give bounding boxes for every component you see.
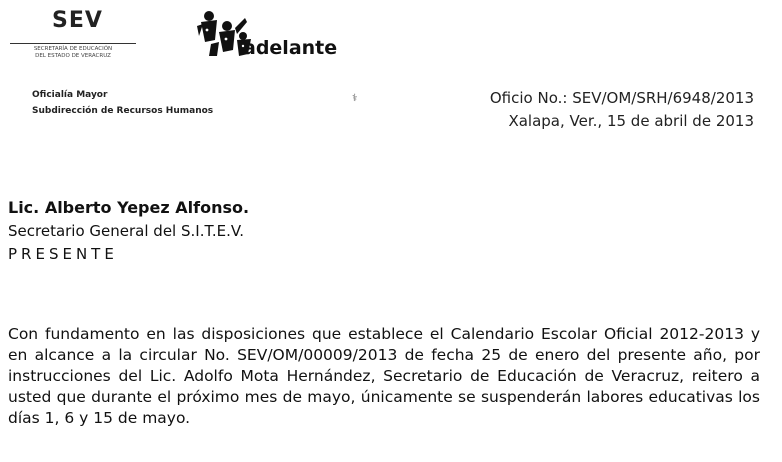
agency-line-2: DEL ESTADO DE VERACRUZ <box>35 53 111 59</box>
recipient-name: Lic. Alberto Yepez Alfonso. <box>8 198 250 217</box>
recipient-title: Secretario General del S.I.T.E.V. <box>8 222 244 240</box>
agency-abbreviation: SEV <box>52 8 103 33</box>
scan-mark-icon: ⚕ <box>352 93 358 104</box>
place-date: Xalapa, Ver., 15 de abril de 2013 <box>508 112 754 130</box>
letterhead-divider <box>10 43 136 44</box>
agency-line-1: SECRETARÍA DE EDUCACIÓN <box>33 46 113 52</box>
subdirectorate-name: Subdirección de Recursos Humanos <box>32 106 214 116</box>
oficio-number: Oficio No.: SEV/OM/SRH/6948/2013 <box>489 89 754 107</box>
body-paragraph: Con fundamento en las disposiciones que establece el Calendario Escolar Oficial 2012-2013 y en alcance a la circular No. SEV/OM/00009/2013 de fecha 25 de enero del presente año, por instrucciones del Lic. Adolfo Mota Hernández, Secretario de Educación de Veracruz, reitero a usted que durante el próximo mes de mayo, únicamente se suspenderán labores educativas los días 1, 6 y 15 de mayo. <box>8 325 760 427</box>
office-name: Oficialía Mayor <box>32 90 108 100</box>
agency-full-name <box>10 46 136 60</box>
slogan-text: adelante <box>243 37 338 59</box>
salutation: PRESENTE <box>8 245 118 263</box>
